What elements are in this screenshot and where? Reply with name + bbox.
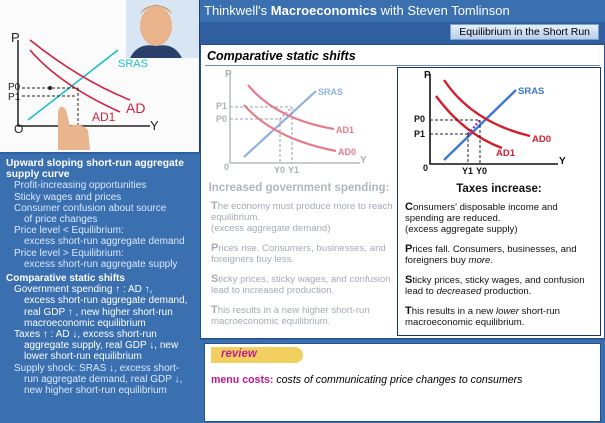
left-origin: 0 [224,162,230,172]
video-origin: O [14,122,24,136]
course-header [200,0,605,24]
video-sras: SRAS [118,58,148,70]
outline-item-current: aggregate supply, real GDP ↓, new [24,340,179,352]
lecture-video[interactable] [0,0,200,152]
left-ad0-label: AD0 [338,147,357,157]
outline-item: of price changes [24,214,98,226]
left-axis-y: Y [360,155,367,166]
video-p1: P1 [8,92,21,103]
outline-item: new higher short-run equilibrium [24,385,167,397]
right-y0: Y0 [476,166,488,176]
section-title: Comparative static shifts [207,49,356,63]
outline-item-current[interactable]: Government spending ↑ : AD ↑, [14,284,153,296]
outline-item-current: excess short-run aggregate demand, [24,295,188,307]
gov-para-1: The economy must produce more to reach equilibrium. (excess aggregate demand) [211,200,393,234]
left-y0: Y0 [274,165,286,175]
video-ad1: AD1 [92,110,116,124]
course-name: Macroeconomics [270,3,377,18]
right-axis-y: Y [559,156,566,167]
right-y1: Y1 [462,166,474,176]
review-box [204,343,601,422]
right-axis-p: P [424,70,431,81]
gov-para-3: Sticky prices, sticky wages, and confusion lead to increased production. [211,273,391,296]
video-ad: AD [126,100,146,116]
outline-item[interactable]: Consumer confusion about source [14,202,167,214]
whiteboard-sketch [0,0,200,152]
left-p1: P1 [216,101,228,111]
right-p1: P1 [414,129,426,139]
outline-item[interactable]: Price level < Equilibrium: [14,225,124,237]
left-sras-label: SRAS [318,87,344,97]
outline-heading[interactable]: Upward sloping short-run aggregate supply curve [6,158,184,181]
right-ad1-label: AD1 [496,148,516,159]
left-axis-p: P [225,69,232,80]
review-term: menu costs: [211,374,274,386]
section-divider [205,65,600,66]
right-sras-label: SRAS [518,86,545,97]
taxes-increase-box [397,67,601,336]
outline-item: excess short-run aggregate demand [24,236,185,248]
review-area [200,340,605,423]
video-p0: P0 [8,82,21,93]
right-p0: P0 [414,114,426,124]
outline-heading-current[interactable]: Comparative static shifts [6,273,125,285]
content-panel [200,44,605,339]
video-axis-y: Y [150,118,159,133]
left-y1: Y1 [288,165,300,175]
right-ad0-label: AD0 [532,134,552,145]
course-author: with Steven Tomlinson [380,3,510,18]
instructor-face [140,6,172,46]
outline-item-current: real GDP ↑ , new higher short-run [24,306,173,318]
brand-name: Thinkwell's [204,3,268,18]
subtitle-bar [200,22,605,41]
review-term-definition: costs of communicating price changes to consumers [276,374,523,386]
outline-item[interactable]: Profit-increasing opportunities [14,180,147,192]
taxes-para-3: Sticky prices, sticky wages, and confusion lead to decreased production. [405,274,585,297]
outline-item: excess short-run aggregate supply [24,258,178,270]
taxes-para-2: Prices fall. Consumers, businesses, and foreigners buy more. [405,243,577,266]
gov-para-2: Prices rise. Consumers, businesses, and foreigners buy less. [211,242,386,265]
video-axis-p: P [11,30,20,45]
outline-item-current[interactable]: Taxes ↑ : AD ↓, excess short-run [14,329,157,341]
left-ad1-label: AD1 [336,125,355,135]
right-origin: 0 [423,163,429,173]
gov-spending-box [204,67,394,336]
review-definition [211,374,522,386]
taxes-para-4: This results in a new lower short-run macroeconomic equilibrium. [405,305,560,328]
left-p0: P0 [216,114,228,124]
outline-item-current: lower short-run equilibrium [24,351,142,363]
gov-para-4: This results in a new higher short-run macroeconomic equilibrium. [211,304,370,327]
taxes-para-1: Consumers' disposable income and spending are reduced. (excess aggregate supply) [405,201,558,235]
outline-item: run aggregate demand, real GDP ↓, [24,373,183,385]
outline-item-current: macroeconomic equilibrium [24,317,146,329]
gov-spending-caption: Increased government spending: [208,182,390,194]
outline-item[interactable]: Supply shock: SRAS ↓, excess short- [14,362,180,374]
outline-item[interactable]: Sticky wages and prices [14,191,122,203]
lesson-subtitle: Equilibrium in the Short Run [450,24,599,40]
outline-item[interactable]: Price level > Equilibrium: [14,247,124,259]
review-tab[interactable]: review [211,347,303,363]
taxes-caption: Taxes increase: [456,183,542,195]
lesson-outline [0,154,200,423]
